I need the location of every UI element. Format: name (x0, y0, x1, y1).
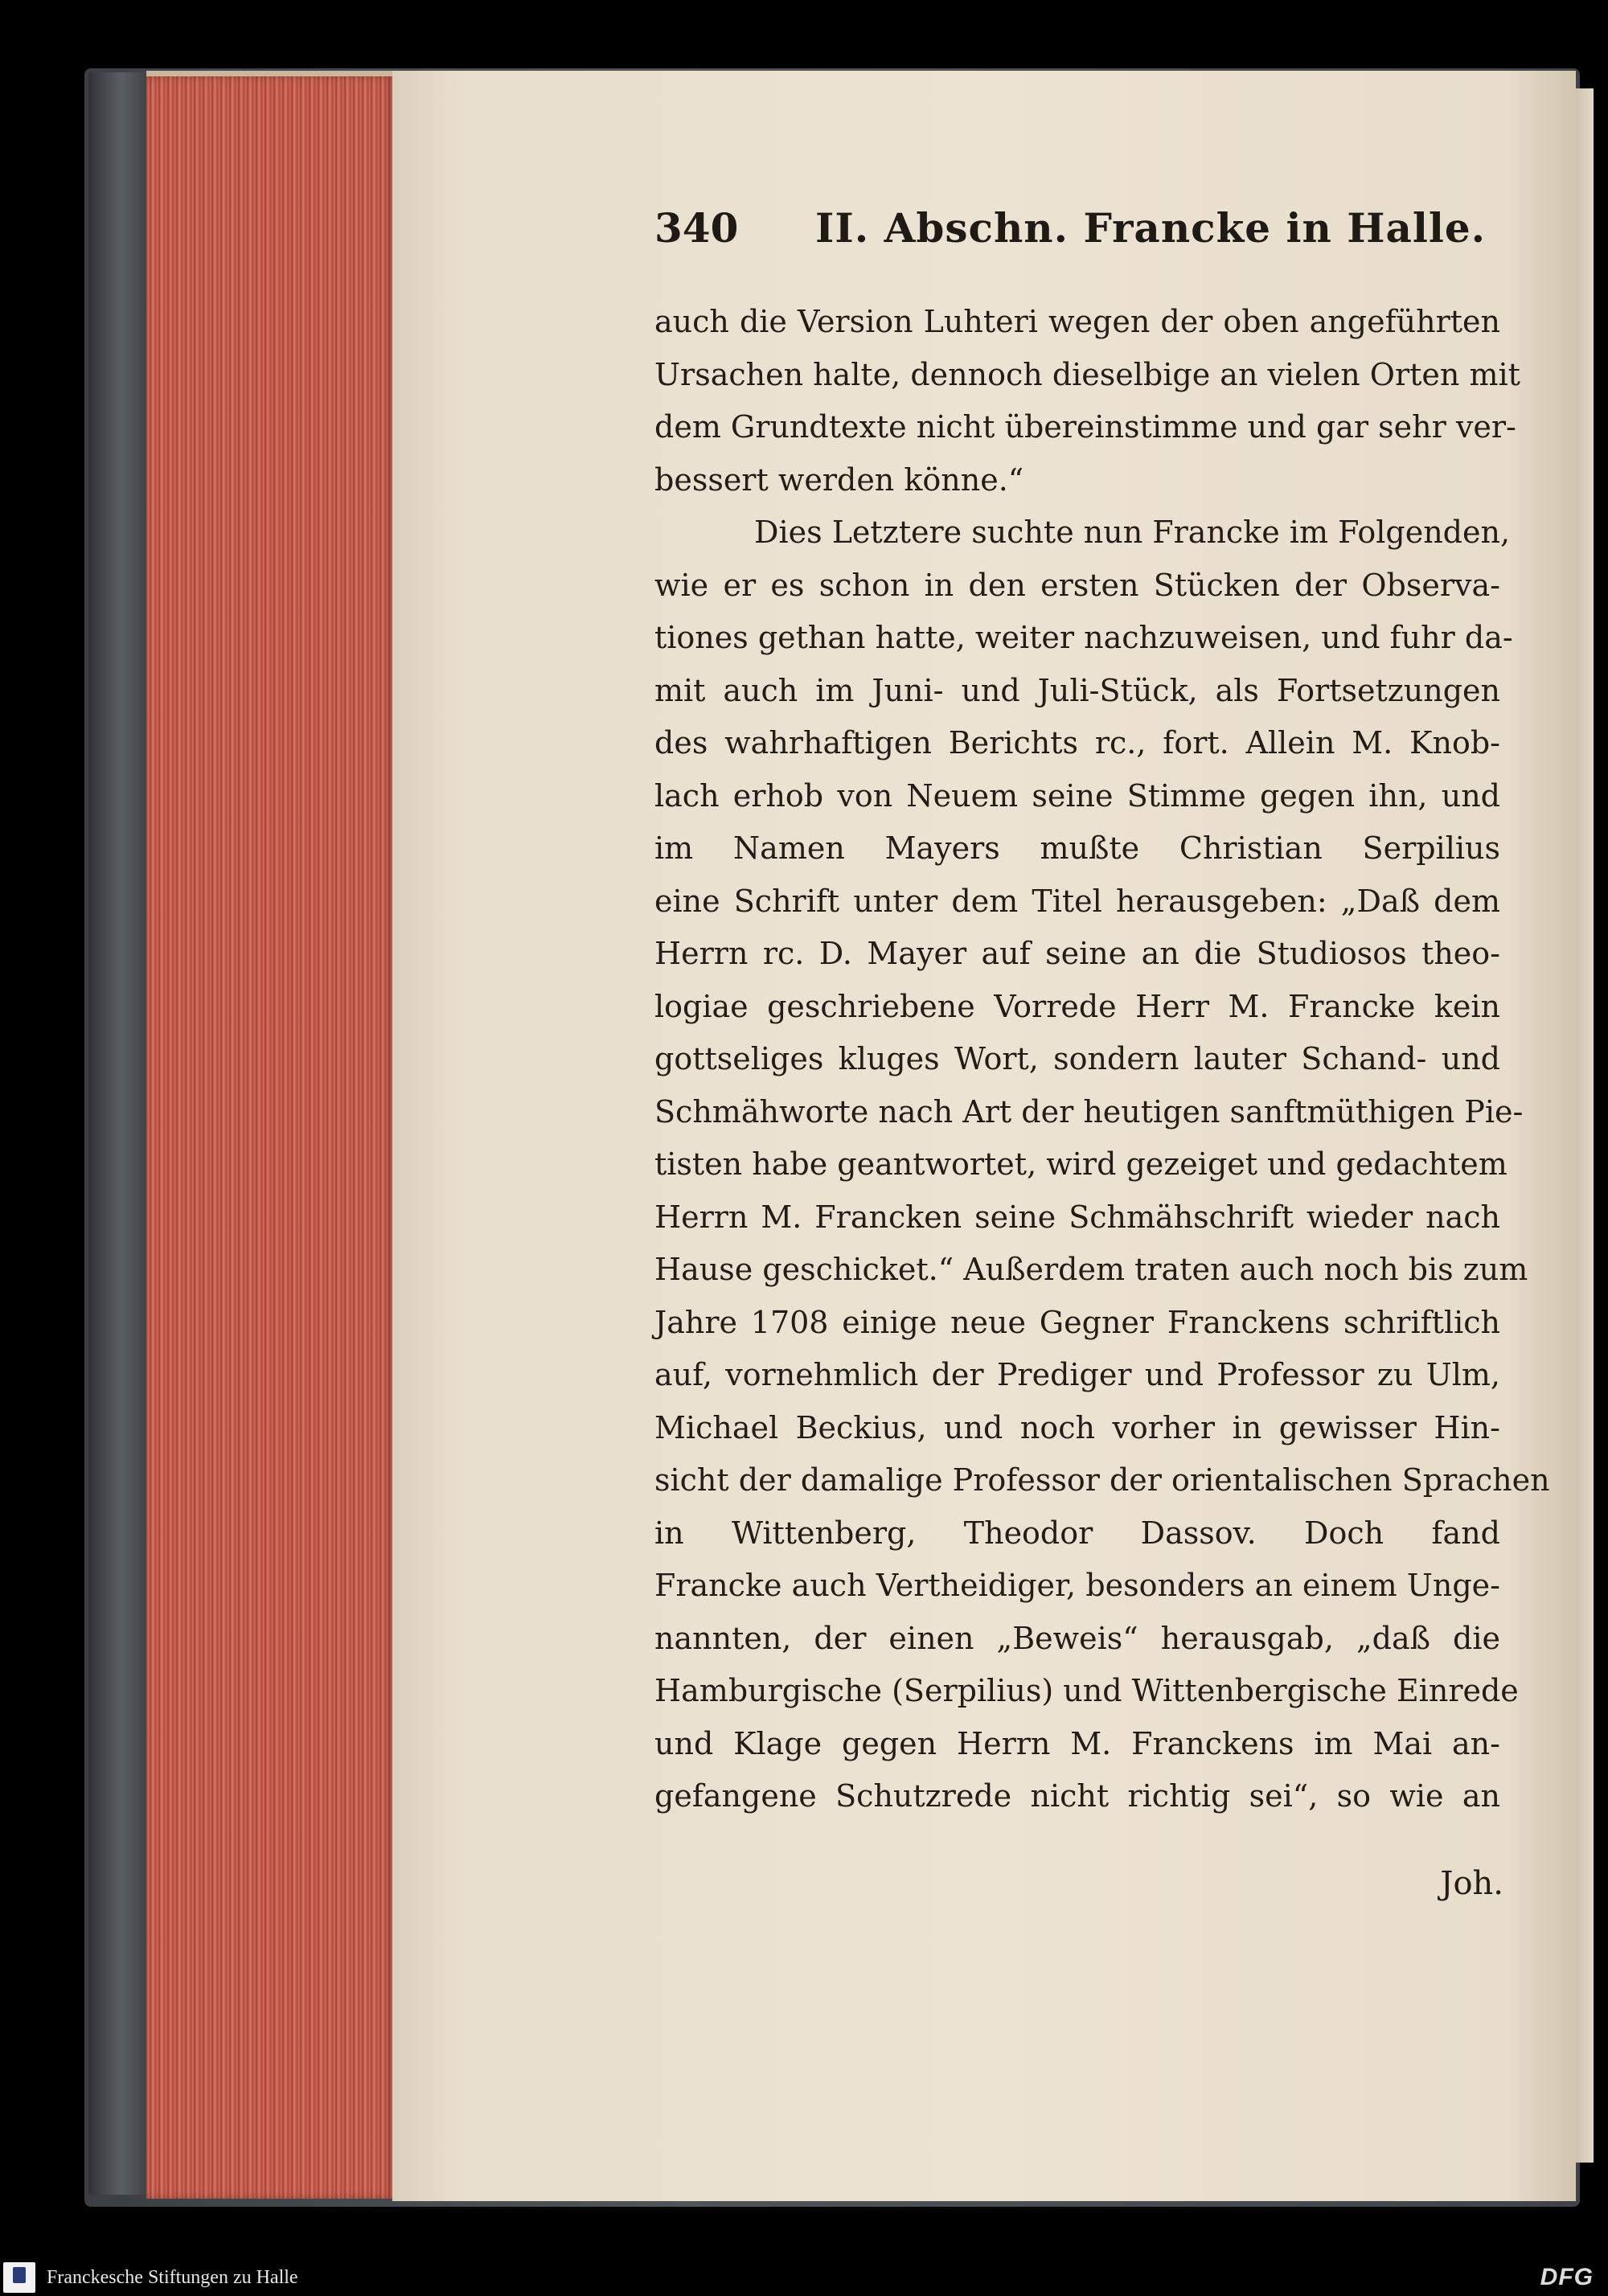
text-line: logiae geschriebene Vorrede Herr M. Francke kein (654, 988, 1500, 1024)
text-line: Jahre 1708 einige neue Gegner Franckens schriftlich (654, 1304, 1500, 1340)
text-line: Herrn rc. D. Mayer auf seine an die Studiosos theo- (654, 936, 1500, 971)
text-line: sicht der damalige Professor der orientalischen Sprachen (654, 1462, 1550, 1498)
text-line: nannten, der einen „Beweis“ herausgab, „daß die (654, 1620, 1500, 1656)
text-line: des wahrhaftigen Berichts rc., fort. Allein M. Knob- (654, 725, 1500, 761)
book-cover-edge (88, 72, 153, 2195)
text-line: dem Grundtexte nicht übereinstimme und gar sehr ver- (654, 409, 1516, 445)
text-line: Herrn M. Francken seine Schmähschrift wieder nach (654, 1199, 1500, 1235)
text-line: bessert werden könne.“ (654, 461, 1024, 498)
text-line: wie er es schon in den ersten Stücken der Observa- (654, 567, 1500, 603)
text-line: im Namen Mayers mußte Christian Serpilius (654, 830, 1500, 866)
text-line: Michael Beckius, und noch vorher in gewisser Hin- (654, 1409, 1500, 1445)
page-number: 340 (654, 204, 739, 252)
text-line: mit auch im Juni- und Juli-Stück, als Fortsetzungen (654, 672, 1500, 708)
red-page-edges (146, 76, 396, 2199)
text-line: tisten habe geantwortet, wird gezeiget und gedachtem (654, 1146, 1508, 1182)
institution-name: Franckesche Stiftungen zu Halle (47, 2267, 298, 2288)
text-line: tiones gethan hatte, weiter nachzuweisen, und fuhr da- (654, 620, 1513, 655)
text-line: auf, vornehmlich der Prediger und Professor zu Ulm, (654, 1357, 1500, 1392)
page-body-text (654, 296, 1550, 1823)
viewer-footer-bar (0, 2259, 1608, 2296)
text-line: Dies Letztere suchte nun Francke im Folgenden, (754, 515, 1511, 550)
dfg-logo: DFG (1540, 2264, 1594, 2290)
running-header (654, 204, 1507, 260)
text-line: Hause geschicket.“ Außerdem traten auch noch bis zum (654, 1252, 1528, 1287)
institution-logo-icon (3, 2262, 35, 2293)
text-line: lach erhob von Neuem seine Stimme gegen ihn, und (654, 777, 1500, 814)
text-line: Ursachen halte, dennoch dieselbige an vielen Orten mit (654, 356, 1520, 392)
running-title: II. Abschn. Francke in Halle. (815, 204, 1487, 252)
text-line: Schmähworte nach Art der heutigen sanftmüthigen Pie- (654, 1093, 1524, 1130)
text-line: Hamburgische (Serpilius) und Wittenbergische Einrede (654, 1673, 1519, 1708)
text-line: und Klage gegen Herrn M. Franckens im Mai an- (654, 1725, 1500, 1761)
text-line: gefangene Schutzrede nicht richtig sei“, so wie an (654, 1778, 1500, 1814)
text-line: eine Schrift unter dem Titel herausgeben: „Daß dem (654, 883, 1500, 919)
text-line: Francke auch Vertheidiger, besonders an einem Unge- (654, 1568, 1500, 1603)
catchword: Joh. (1440, 1865, 1503, 1902)
text-line: auch die Version Luhteri wegen der oben angeführten (654, 304, 1500, 339)
text-line: in Wittenberg, Theodor Dassov. Doch fand (654, 1515, 1500, 1551)
next-page-edge (1576, 88, 1594, 2163)
text-line: gottseliges kluges Wort, sondern lauter Schand- und (654, 1041, 1500, 1076)
